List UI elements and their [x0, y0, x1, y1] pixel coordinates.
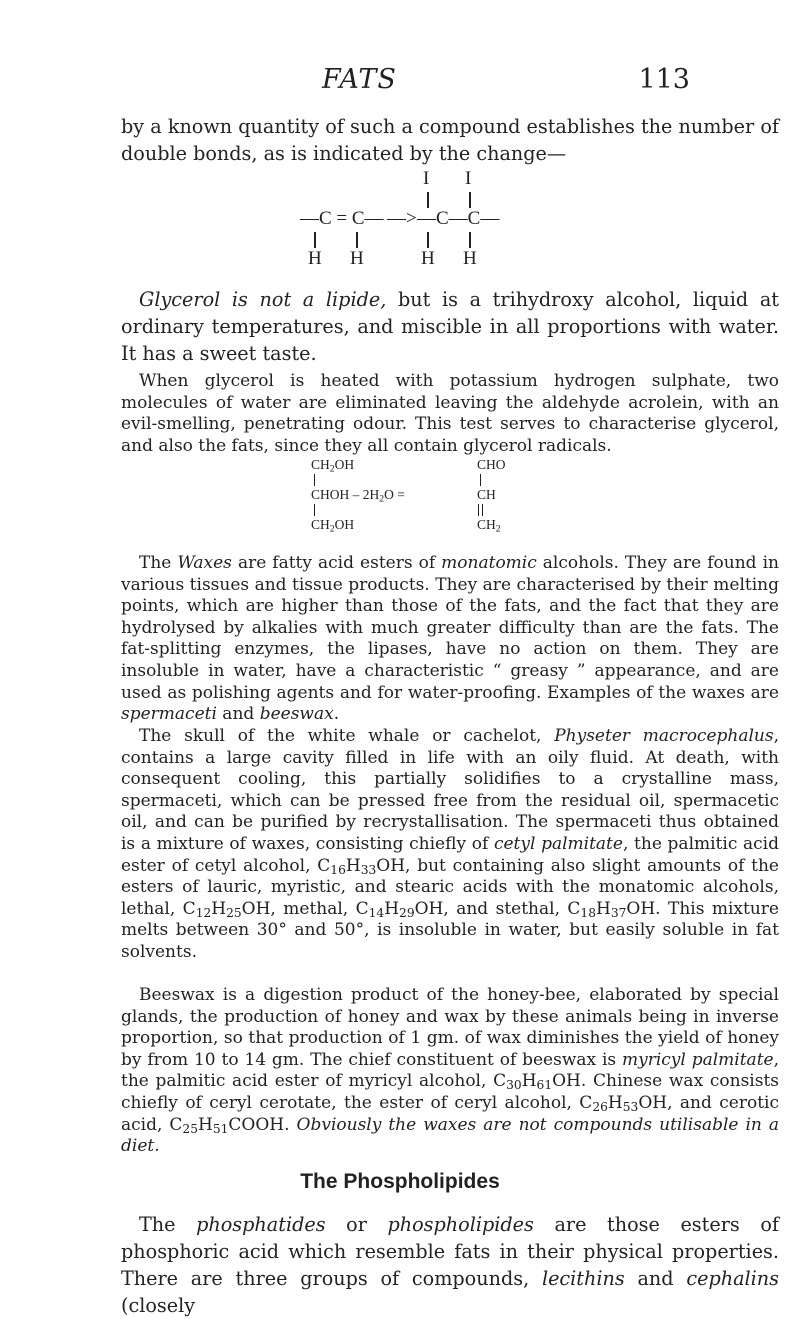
formula-line: CH [477, 487, 496, 502]
reaction-arrow: —> [387, 208, 417, 229]
reactant-formula: —C = C— [300, 208, 384, 229]
bond-line [480, 474, 481, 486]
paragraph-beeswax: Beeswax is a digestion product of the honey-bee, elaborated by special glands, the production of honey and wax by these animals being in inverse proportion, so that production of 1 gm. of wax diminishes the yield of honey by from 10 to 14 gm. The chief constituent of beeswax is myricyl palmitate, the palmitic acid ester of myricyl alcohol, $C_{30}H_{61}OH$. Chinese wax consists chiefly of ceryl cerotate, the ester of ceryl alcohol, $C_{26}H_{53}OH$, and cerotic acid, $C_{25}H_{51}COOH$. Obviously the waxes are not compounds utilisable in a diet. [121, 985, 780, 1157]
formula-line: $CH_2OH$ [311, 457, 355, 475]
page-number: 113 [638, 64, 690, 95]
waxes-term: Waxes [177, 553, 232, 573]
paragraph-spermaceti: The skull of the white whale or cachelot, Physeter macrocephalus, contains a large cavity filled in life with an oily fluid. At death, with consequent cooling, this partially solidifies to a crystalline mass, spermaceti, which can be pressed free from the residual oil, spermacetic oil, and can be purified by recrystallisation. The spermaceti thus obtained is a mixture of waxes, consisting chiefly of cetyl palmitate, the palmitic acid ester of cetyl alcohol, $C_{16}H_{33}OH$, but containing also slight amounts of the esters of lauric, myristic, and stearic acids with the monatomic alcohols, lethal, $C_{12}H_{25}OH$, methal, $C_{14}H_{29}OH$, and stethal, $C_{18}H_{37}OH$. This mixture melts between 30° and 50°, is insoluble in water, but easily soluble in fat solvents. [121, 726, 780, 962]
formula-line: CHOH – $2H_2O$ = [311, 487, 405, 505]
paragraph-acrolein-test: When glycerol is heated with potassium hydrogen sulphate, two molecules of water are eliminated leaving the aldehyde acrolein, with an evil-smelling, penetrating odour. This test serves to characterise glycerol, and also the fats, since they all contain glycerol radicals. [121, 371, 779, 456]
bond-line [469, 232, 471, 248]
running-title: FATS [322, 64, 397, 95]
paragraph-glycerol: Glycerol is not a lipide, but is a trihydroxy alcohol, liquid at ordinary temperatures, and miscible in all proportions with water. It has a sweet taste. [121, 288, 780, 365]
bond-line [427, 232, 429, 248]
section-heading: The Phospholipides [300, 1170, 500, 1193]
product-formula: —C—C— [417, 208, 500, 229]
hydrogen-atom: H [463, 248, 477, 269]
bond-line [469, 192, 471, 208]
hydrogen-atom: H [350, 248, 364, 269]
hydrogen-atom: H [308, 248, 322, 269]
double-bond-line [478, 504, 483, 516]
paragraph-double-bonds: by a known quantity of such a compound establishes the number of double bonds, as is indicated by the change— [121, 115, 779, 165]
waxes-conclusion: Obviously the waxes are not compounds utilisable in a diet. [121, 1114, 780, 1157]
formula-line: $CH_2$ [477, 517, 501, 535]
bond-line [314, 474, 315, 486]
acrolein-formula [311, 457, 571, 539]
glycerol-emphasis: Glycerol is not a lipide, [139, 288, 387, 311]
iodine-atom-right: I [465, 168, 472, 189]
formula-line: CHO [477, 457, 506, 472]
bond-line [356, 232, 358, 248]
paragraph-waxes: The Waxes are fatty acid esters of monatomic alcohols. They are found in various tissues and tissue products. They are characterised by their melting points, which are higher than those of the fats, and the fact that they are hydrolysed by alkalies with much greater difficulty than are the fats. The fat-splitting enzymes, the lipases, have no action on them. They are insoluble in water, have a characteristic “ greasy ” appearance, and are used as polishing agents and for water-proofing. Examples of the waxes are spermaceti and beeswax. [121, 553, 779, 725]
paragraph-phospholipides: The phosphatides or phospholipides are those esters of phosphoric acid which resemble fats in their physical properties. There are three groups of compounds, lecithins and cephalins (closely [121, 1213, 780, 1317]
bond-line [427, 192, 429, 208]
double-bond-formula [300, 168, 520, 272]
bond-line [314, 504, 315, 516]
hydrogen-atom: H [421, 248, 435, 269]
bond-line [314, 232, 316, 248]
formula-line: $CH_2OH$ [311, 517, 355, 535]
page-header [0, 64, 800, 100]
iodine-atom-left: I [423, 168, 430, 189]
